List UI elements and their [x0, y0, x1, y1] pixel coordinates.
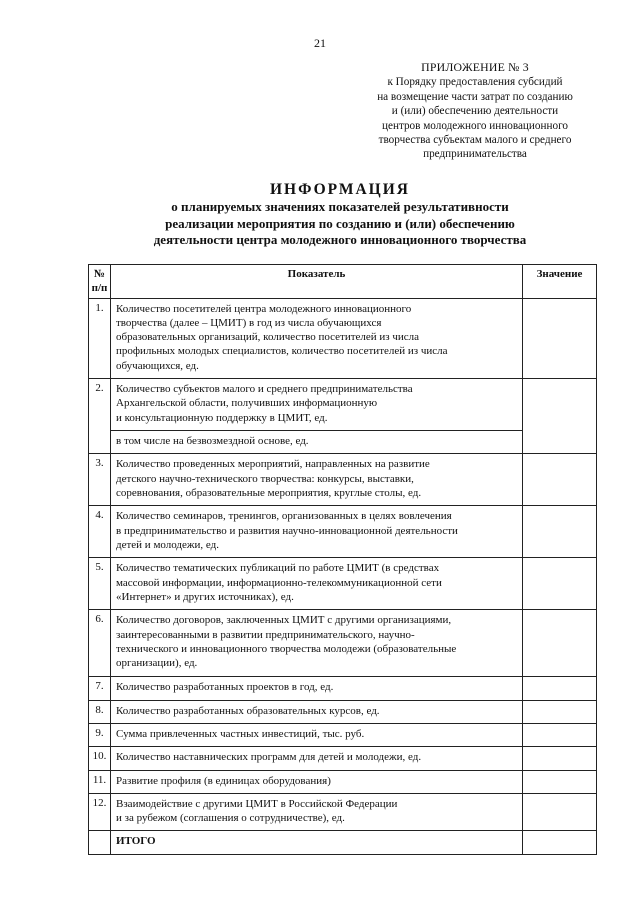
row-number: 10.	[89, 747, 111, 770]
row-number: 6.	[89, 610, 111, 677]
table-row	[89, 677, 597, 700]
table-row	[89, 506, 597, 558]
row-number: 3.	[89, 454, 111, 506]
row-indicator: Сумма привлеченных частных инвестиций, тыс. руб.	[111, 723, 523, 746]
document-subtitle-line: реализации мероприятия по созданию и (или) обеспечению	[165, 215, 515, 231]
row-number: 1.	[89, 298, 111, 378]
indicator-line: технического и инновационного творчества молодежи (образовательные	[116, 642, 457, 655]
indicator-line: творчества (далее – ЦМИТ) в год из числа обучающихся	[116, 316, 382, 329]
row-indicator	[111, 454, 523, 506]
row-value[interactable]	[523, 793, 597, 831]
indicator-line: Количество договоров, заключенных ЦМИТ с другими организациями,	[116, 614, 452, 627]
indicator-line: «Интернет» и других источниках), ед.	[116, 590, 294, 603]
row-indicator: Количество наставнических программ для детей и молодежи, ед.	[111, 747, 523, 770]
indicator-line: в предпринимательство и развития научно-инновационной деятельности	[116, 524, 458, 537]
row-value[interactable]	[523, 558, 597, 610]
document-heading	[60, 180, 620, 249]
indicator-line: образовательных организаций, количество посетителей из числа	[116, 331, 420, 344]
row-value[interactable]	[523, 379, 597, 454]
indicator-line: и за рубежом (соглашения о сотрудничестве), ед.	[116, 812, 345, 825]
row-number: 5.	[89, 558, 111, 610]
row-value[interactable]	[523, 610, 597, 677]
row-indicator	[111, 506, 523, 558]
row-number: 11.	[89, 770, 111, 793]
row-value[interactable]	[523, 298, 597, 378]
appendix-line: и (или) обеспечению деятельности	[391, 105, 559, 118]
row-number: 4.	[89, 506, 111, 558]
table-row	[89, 379, 597, 431]
appendix-block	[355, 60, 595, 162]
indicator-line: Количество семинаров, тренингов, организованных в целях вовлечения	[116, 510, 452, 523]
indicator-line: Количество проведенных мероприятий, направленных на развитие	[116, 458, 430, 471]
row-value[interactable]	[523, 454, 597, 506]
row-indicator	[111, 793, 523, 831]
total-number-cell	[89, 831, 111, 854]
document-title: ИНФОРМАЦИЯ	[270, 181, 410, 198]
row-value[interactable]	[523, 770, 597, 793]
table-subrow	[89, 431, 597, 454]
row-indicator	[111, 379, 523, 431]
indicator-line: Количество посетителей центра молодежного инновационного	[116, 302, 412, 315]
indicator-line: Количество субъектов малого и среднего предпринимательства	[116, 383, 413, 396]
indicator-line: и консультационную поддержку в ЦМИТ, ед.	[116, 411, 328, 424]
row-value[interactable]	[523, 506, 597, 558]
indicator-line: Количество тематических публикаций по работе ЦМИТ (в средствах	[116, 562, 440, 575]
appendix-line: на возмещение части затрат по созданию	[377, 90, 573, 103]
table-row	[89, 700, 597, 723]
header-value: Значение	[523, 265, 597, 299]
row-value[interactable]	[523, 747, 597, 770]
total-value[interactable]	[523, 831, 597, 854]
row-number: 8.	[89, 700, 111, 723]
table-row	[89, 558, 597, 610]
indicator-line: заинтересованными в развитии предпринимательского, научно-	[116, 628, 415, 641]
row-indicator: Развитие профиля (в единицах оборудования)	[111, 770, 523, 793]
indicator-line: Архангельской области, получивших информационную	[116, 397, 378, 410]
table-header-row	[89, 265, 597, 299]
row-indicator: Количество разработанных образовательных курсов, ед.	[111, 700, 523, 723]
header-number-abbr: п/п	[91, 282, 108, 295]
indicators-table	[88, 264, 597, 855]
header-indicator: Показатель	[111, 265, 523, 299]
indicator-line: соревнования, образовательные мероприятия, круглые столы, ед.	[116, 486, 422, 499]
appendix-title: ПРИЛОЖЕНИЕ № 3	[421, 60, 529, 74]
indicator-line: детского научно-технического творчества: конкурсы, выставки,	[116, 472, 414, 485]
appendix-line: к Порядку предоставления субсидий	[387, 76, 563, 89]
appendix-line: центров молодежного инновационного	[382, 119, 568, 132]
table-row	[89, 454, 597, 506]
row-number: 9.	[89, 723, 111, 746]
row-indicator	[111, 558, 523, 610]
indicator-line: профильных молодых специалистов, количество посетителей из числа	[116, 345, 448, 358]
indicator-line: детей и молодежи, ед.	[116, 538, 219, 551]
page-number: 21	[314, 36, 326, 50]
row-value[interactable]	[523, 700, 597, 723]
row-indicator	[111, 298, 523, 378]
indicator-line: организации), ед.	[116, 657, 198, 670]
row-indicator-sub: в том числе на безвозмездной основе, ед.	[111, 431, 523, 454]
row-number: 2.	[89, 379, 111, 454]
row-indicator: Количество разработанных проектов в год, ед.	[111, 677, 523, 700]
indicator-line: обучающихся, ед.	[116, 359, 199, 372]
indicator-line: Взаимодействие с другими ЦМИТ в Российской Федерации	[116, 797, 398, 810]
appendix-line: предпринимательства	[423, 148, 527, 161]
header-number-sign: №	[93, 268, 106, 280]
table-row	[89, 793, 597, 831]
header-number	[89, 265, 111, 299]
appendix-line: творчества субъектам малого и среднего	[378, 134, 572, 147]
row-value[interactable]	[523, 677, 597, 700]
row-value[interactable]	[523, 723, 597, 746]
table-row	[89, 610, 597, 677]
table-row	[89, 298, 597, 378]
row-number: 12.	[89, 793, 111, 831]
table-row	[89, 747, 597, 770]
indicator-line: массовой информации, информационно-телекоммуникационной сети	[116, 576, 442, 589]
document-subtitle-line: деятельности центра молодежного инновационного творчества	[153, 232, 527, 247]
table-total-row	[89, 831, 597, 854]
total-label: ИТОГО	[111, 831, 523, 854]
document-subtitle-line: о планируемых значениях показателей результативности	[171, 199, 509, 214]
row-indicator	[111, 610, 523, 677]
table-row	[89, 723, 597, 746]
row-number: 7.	[89, 677, 111, 700]
table-row	[89, 770, 597, 793]
